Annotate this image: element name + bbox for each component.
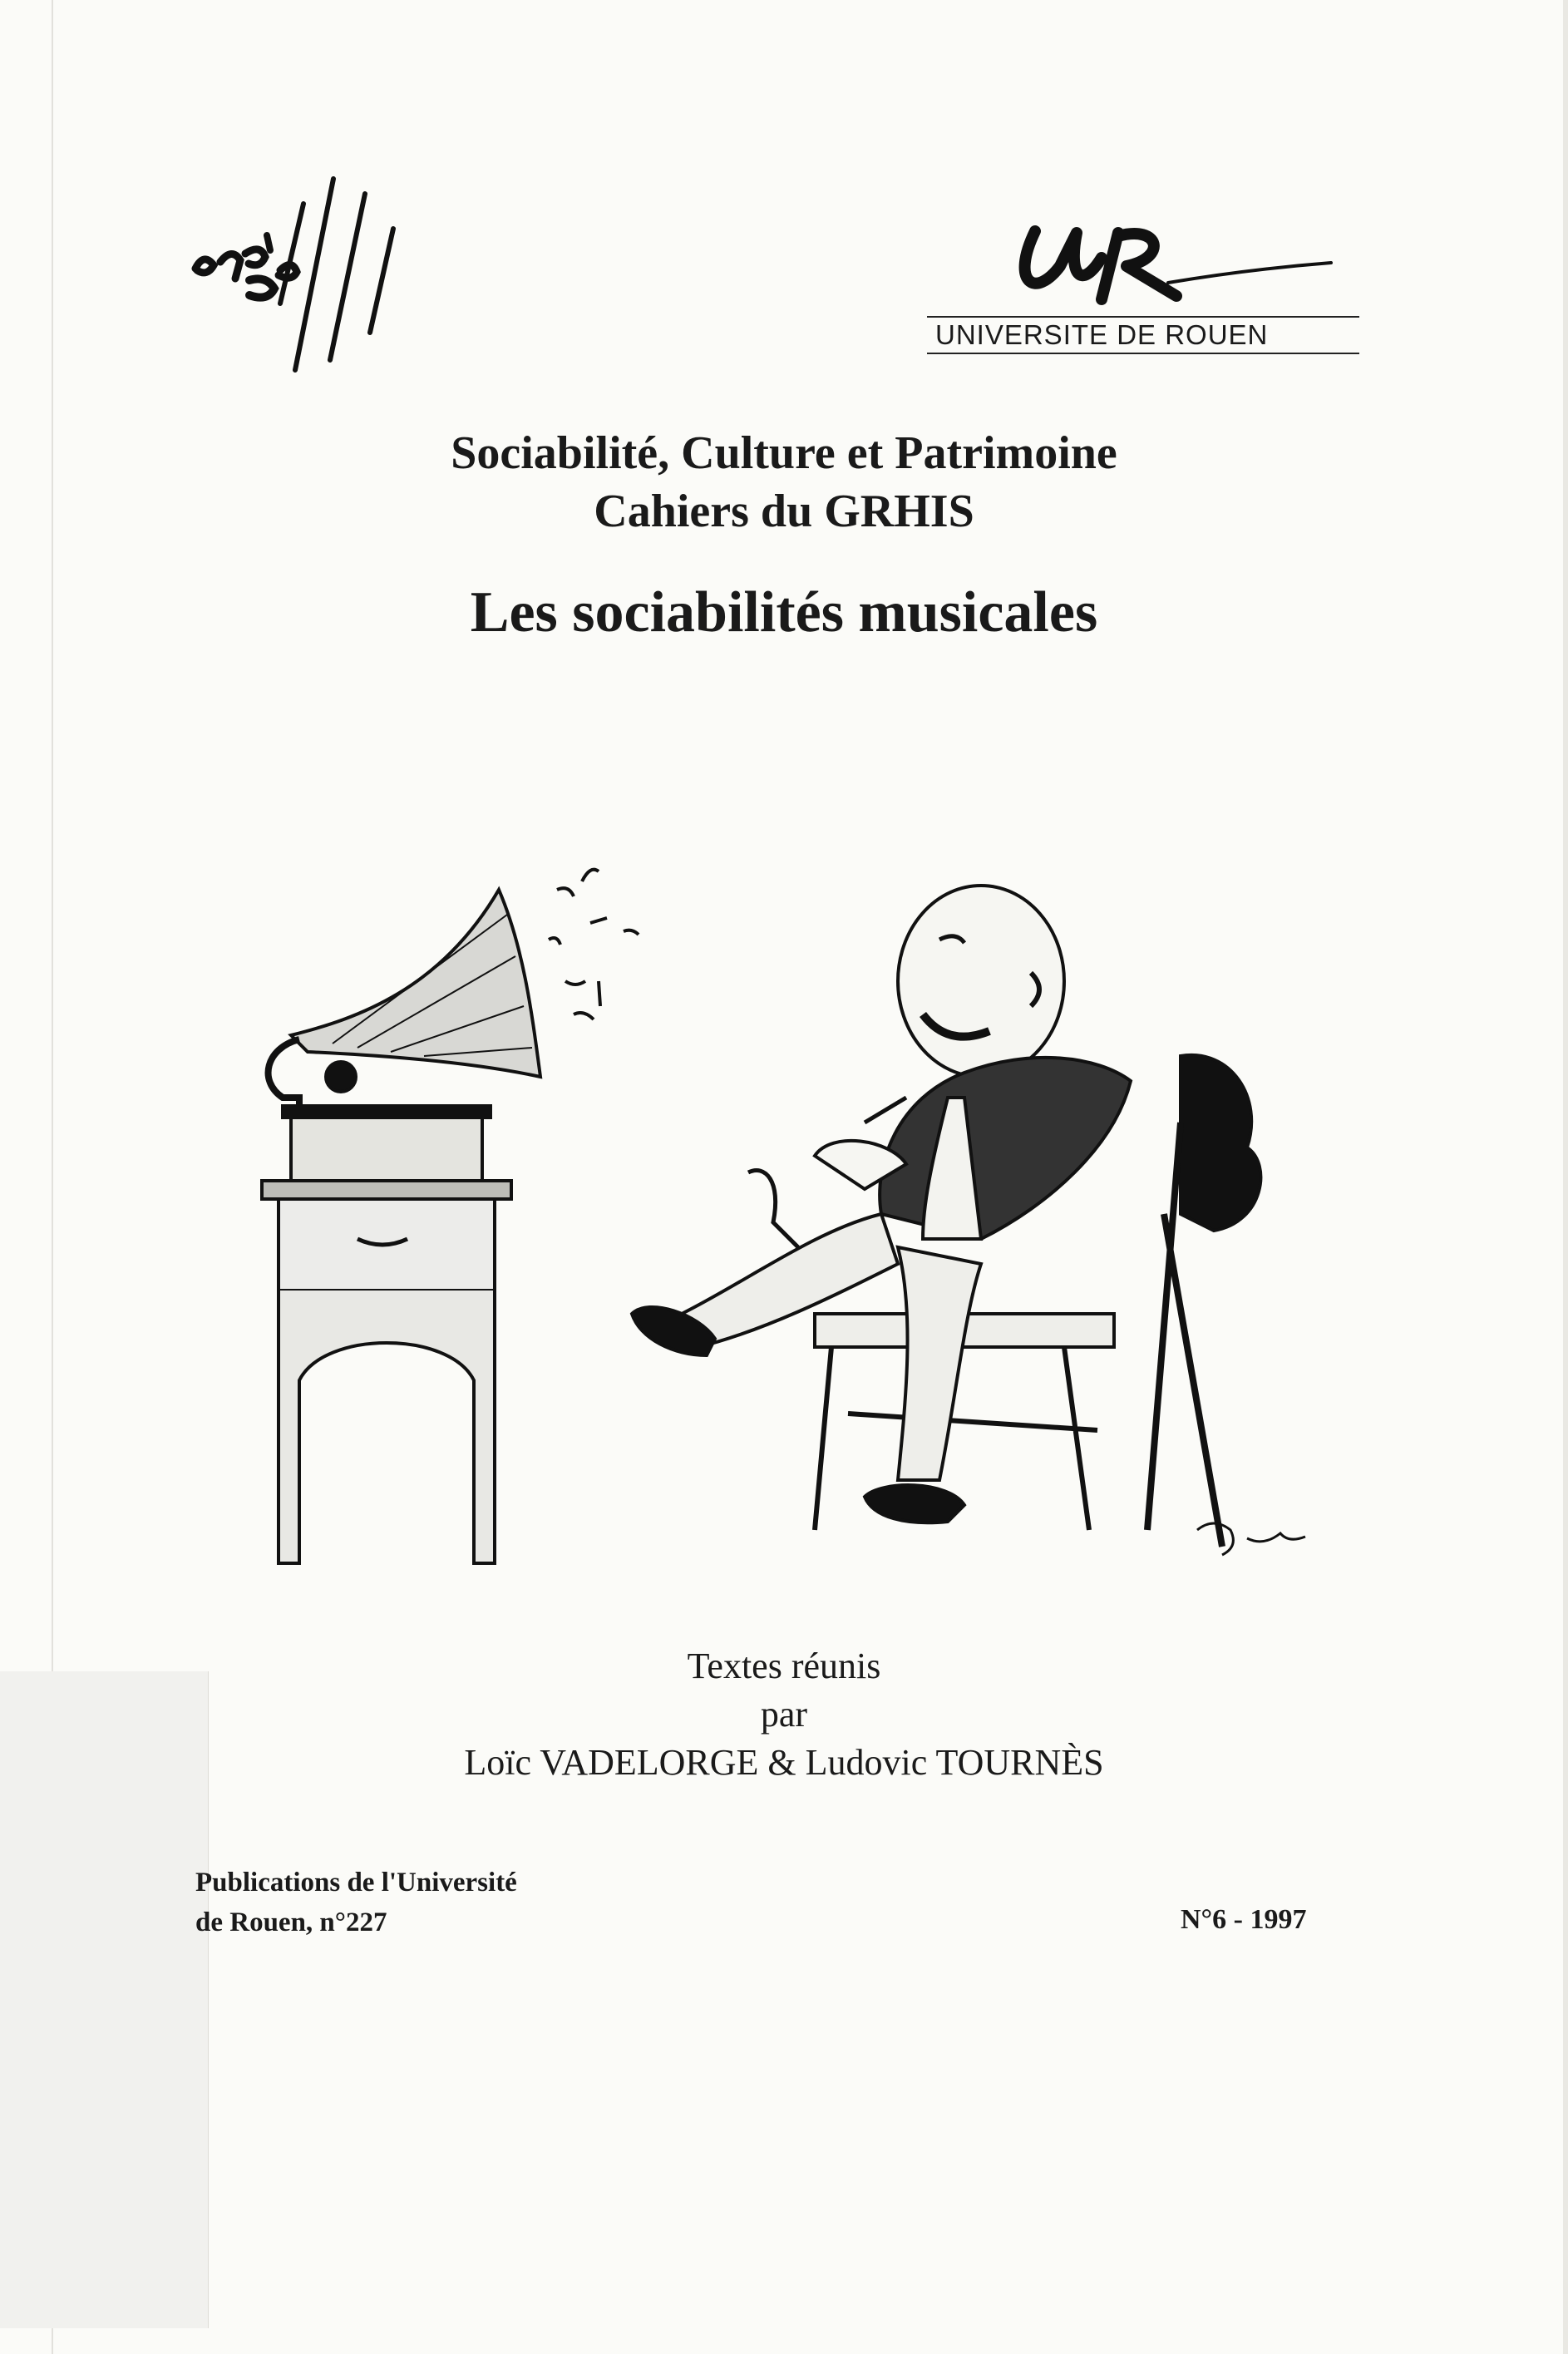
university-name-box — [927, 316, 1359, 354]
series-title-line1: Sociabilité, Culture et Patrimoine — [451, 427, 1117, 479]
publisher-line2: de Rouen, n°227 — [195, 1907, 387, 1937]
seated-man-caricature — [632, 886, 1305, 1555]
grhis-logo — [187, 170, 461, 378]
university-name: UNIVERSITE DE ROUEN — [935, 319, 1269, 350]
gramophone-illustration — [262, 870, 639, 1563]
publisher-info — [195, 1863, 517, 1942]
page-edge — [1563, 0, 1568, 2354]
credits-line1: Textes réunis — [687, 1646, 881, 1686]
credits-block — [0, 1642, 1568, 1787]
cover-illustration — [233, 848, 1347, 1613]
credits-line2: par — [760, 1694, 808, 1735]
universite-de-rouen-logo — [927, 216, 1359, 362]
series-title-line2: Cahiers du GRHIS — [594, 486, 974, 537]
main-title: Les sociabilités musicales — [470, 580, 1098, 644]
publisher-line1: Publications de l'Université — [195, 1868, 517, 1898]
title-block — [0, 424, 1568, 650]
credits-editors: Loïc VADELORGE & Ludovic TOURNÈS — [464, 1742, 1104, 1783]
issue-number: N°6 - 1997 — [1181, 1904, 1307, 1935]
ur-monogram — [1002, 216, 1334, 308]
